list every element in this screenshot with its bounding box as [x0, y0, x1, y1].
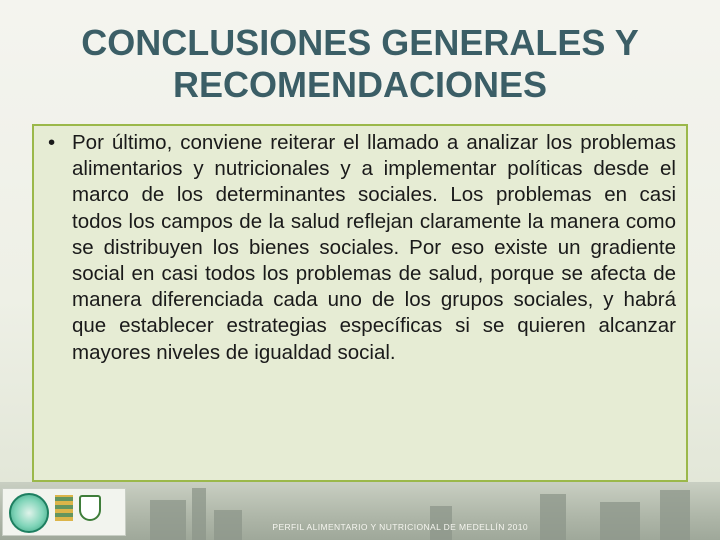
bullet-icon: •: [48, 131, 56, 154]
slide-title: CONCLUSIONES GENERALES Y RECOMENDACIONES: [81, 22, 639, 105]
building-silhouette: [214, 510, 242, 540]
building-silhouette: [192, 488, 206, 540]
bullet-text: Por último, conviene reiterar el llamado a analizar los problemas alimentarios y nutricionales y a implementar políticas desde el marco de los determinantes sociales. Los problemas en casi todos los campos de la salud reflejan claramente la manera como se distribuyen los bienes sociales. Por eso existe un gradiente social en casi todos los problemas de salud, porque se afecta de manera diferenciada cada uno de los grupos sociales, y habrá que establecer estrategias específicas si se quieren alcanzar mayores niveles de igualdad social.: [72, 131, 676, 364]
bullet-item: [48, 130, 676, 366]
building-silhouette: [150, 500, 186, 540]
building-silhouette: [660, 490, 690, 540]
footer-caption: PERFIL ALIMENTARIO Y NUTRICIONAL DE MEDELLÍN 2010: [272, 522, 528, 532]
building-silhouette: [600, 502, 640, 540]
content-box: [32, 124, 688, 482]
medellin-seal-icon: [9, 493, 49, 533]
shield-emblem-icon: [79, 495, 101, 521]
flag-stripe-icon: [55, 495, 73, 521]
building-silhouette: [540, 494, 566, 540]
alcaldia-logo: [2, 488, 126, 536]
